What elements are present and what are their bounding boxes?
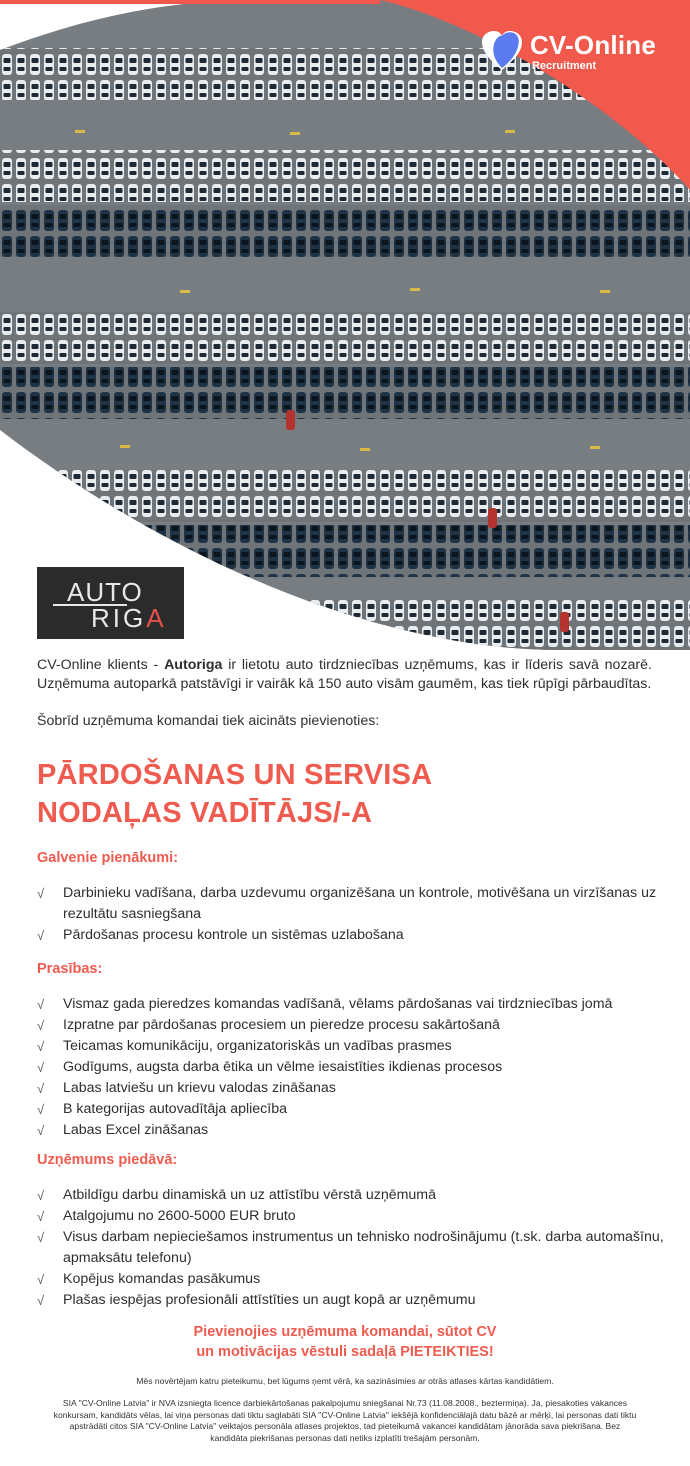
logo-line2 — [91, 603, 167, 634]
list-item-text: Darbinieku vadīšana, darba uzdevumu organizēšana un kontrole, motivēšana un virzīšanas uz rezultātu sasniegšana — [63, 885, 657, 922]
check-icon: √ — [37, 1209, 45, 1224]
list-item — [37, 994, 667, 1015]
brand-subtitle: Recruitment — [531, 60, 597, 72]
list-item-text: Kopējus komandas pasākumus — [63, 1271, 261, 1287]
list-item — [37, 1290, 667, 1311]
check-icon: √ — [37, 1123, 45, 1138]
list-item-text: B kategorijas autovadītāja apliecība — [63, 1101, 287, 1117]
list-item — [37, 1206, 667, 1227]
intro-paragraph — [37, 656, 652, 694]
check-icon: √ — [37, 1272, 45, 1287]
duties-heading: Galvenie pienākumi: — [37, 850, 179, 866]
list-item — [37, 925, 667, 946]
requirements-heading: Prasības: — [37, 961, 103, 977]
list-item — [37, 1185, 667, 1206]
check-icon: √ — [37, 1230, 45, 1245]
list-item-text: Pārdošanas procesu kontrole un sistēmas uzlabošana — [63, 927, 404, 943]
check-icon: √ — [37, 886, 45, 901]
logo-line1: AUTO — [67, 577, 143, 607]
check-icon: √ — [37, 1018, 45, 1033]
check-icon: √ — [37, 1102, 45, 1117]
offer-section — [37, 1151, 667, 1311]
list-item — [37, 1057, 667, 1078]
selection-note: Mēs novērtējam katru pieteikumu, bet lūgums ņemt vērā, ka sazināsimies ar otrās atlases kārtas kandidātiem. — [136, 1376, 554, 1386]
intro-company: Autoriga — [164, 657, 223, 673]
list-item-text: Izpratne par pārdošanas procesiem un pieredze procesu sakārtošanā — [63, 1017, 500, 1033]
check-icon: √ — [37, 928, 45, 943]
intro-block — [37, 656, 652, 731]
list-item — [37, 1227, 667, 1269]
list-item — [37, 1269, 667, 1290]
list-item-text: Labas Excel zināšanas — [63, 1122, 209, 1138]
offer-list — [37, 1185, 667, 1311]
list-item-text: Godīgums, augsta darba ētika un vēlme iesaistīties ikdienas procesos — [63, 1059, 503, 1075]
duties-list — [37, 883, 667, 946]
check-icon: √ — [37, 1039, 45, 1054]
intro-prefix: CV-Online klients - — [37, 657, 165, 673]
list-item — [37, 1078, 667, 1099]
offer-heading: Uzņēmums piedāvā: — [37, 1152, 178, 1168]
job-title-line1: PĀRDOŠANAS UN SERVISA — [37, 759, 433, 791]
apply-call-to-action — [0, 1322, 690, 1362]
autoriga-logo — [37, 567, 184, 639]
job-title — [37, 756, 652, 832]
logo-line2-prefix: RIG — [91, 603, 147, 633]
job-title-line2: NODAĻAS VADĪTĀJS/-A — [37, 797, 373, 829]
heart-logo-icon — [480, 30, 524, 72]
check-icon: √ — [37, 997, 45, 1012]
list-item — [37, 1015, 667, 1036]
check-icon: √ — [37, 1188, 45, 1203]
requirements-section — [37, 960, 667, 1141]
intro-suffix: ir lietotu auto tirdzniecības uzņēmums, kas ir līderis savā nozarē. Uzņēmuma autoparkā patstāvīgi ir vairāk kā 150 auto visām gaumēm, kas tiek rūpīgi pārbaudītas. — [37, 657, 652, 692]
legal-notice: SIA "CV-Online Latvia" ir NVA izsniegta licence darbiekārtošanas pakalpojumu sniegšanai Nr.73 (11.08.2008., beztermiņa). Ja, piesakoties vakances konkursam, kandidāts vēlas, lai viņa personas dati tiktu saglabāti SIA "CV-Online Latvia" iekšējā konfidenciālajā datu bāzē ar mērķi, lai personas dati tiktu apstrādāti citos SIA "CV-Online Latvia" veiktajos personāla atlases projektos, tad pieteikumā vakancei kandidātam jānorāda sava piekrišana. Bez kandidāta piekrišanas personas dati netiks izplatīti trešajām personām. — [53, 1398, 637, 1443]
cta-line1: Pievienojies uzņēmuma komandai, sūtot CV — [193, 1324, 497, 1340]
cv-online-logo — [480, 30, 656, 72]
list-item — [37, 1120, 667, 1141]
list-item-text: Labas latviešu un krievu valodas zināšanas — [63, 1080, 336, 1096]
list-item — [37, 883, 667, 925]
list-item-text: Teicamas komunikāciju, organizatoriskās un vadības prasmes — [63, 1038, 452, 1054]
list-item — [37, 1099, 667, 1120]
hero-banner — [0, 0, 690, 650]
check-icon: √ — [37, 1081, 45, 1096]
requirements-list — [37, 994, 667, 1141]
cta-line2: un motivācijas vēstuli sadaļā PIETEIKTIES! — [196, 1344, 494, 1360]
list-item-text: Vismaz gada pieredzes komandas vadīšanā, vēlams pārdošanas vai tirdzniecības jomā — [63, 996, 613, 1012]
duties-section — [37, 849, 667, 946]
brand-name: CV-Online — [529, 30, 656, 60]
list-item-text: Atbildīgu darbu dinamiskā un uz attīstību vērstā uzņēmumā — [63, 1187, 437, 1203]
list-item-text: Atalgojumu no 2600-5000 EUR bruto — [63, 1208, 296, 1224]
check-icon: √ — [37, 1293, 45, 1308]
list-item-text: Plašas iespējas profesionāli attīstīties un augt kopā ar uzņēmumu — [63, 1292, 476, 1308]
parking-lot-aerial-photo — [0, 0, 690, 650]
list-item — [37, 1036, 667, 1057]
check-icon: √ — [37, 1060, 45, 1075]
list-item-text: Visus darbam nepieciešamos instrumentus un tehnisko nodrošinājumu (t.sk. darba automašīnu, apmaksātu telefonu) — [63, 1229, 664, 1266]
logo-line2-accent: A — [146, 603, 167, 633]
intro-lead: Šobrīd uzņēmuma komandai tiek aicināts pievienoties: — [37, 713, 380, 729]
